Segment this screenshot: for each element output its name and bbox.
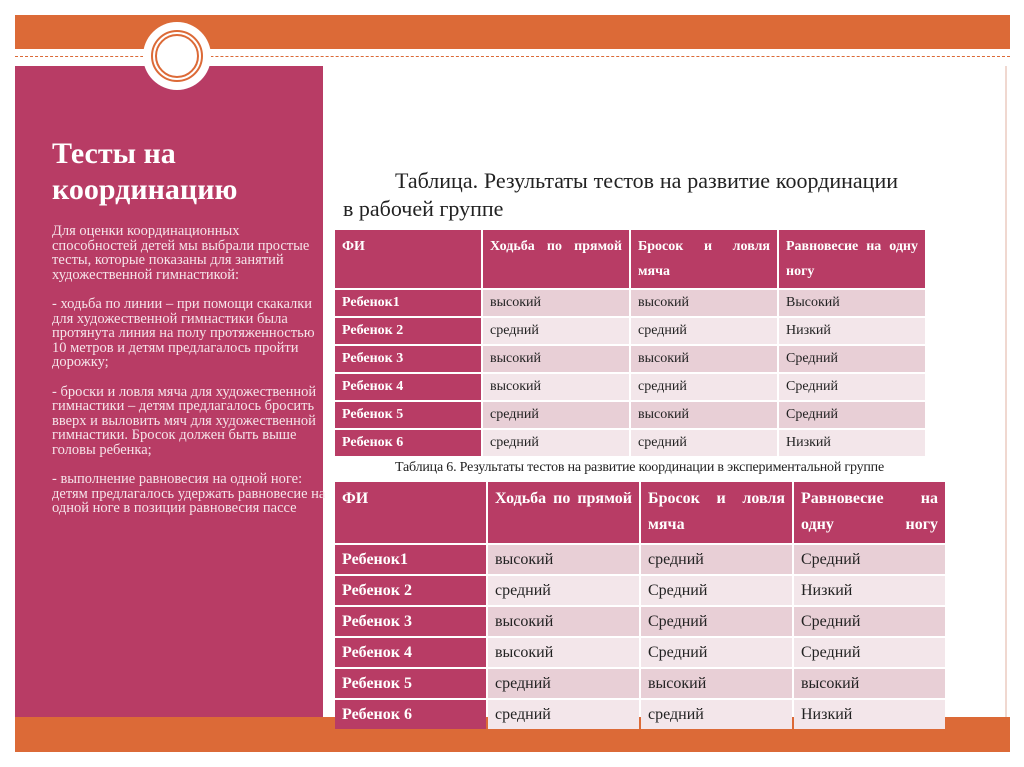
paragraph: - выполнение равновесия на одной ноге: детям предлагалось удержать равновесие на одной ноге в позиции равновесия пассе <box>52 471 326 517</box>
result-cell: Низкий <box>794 576 945 605</box>
child-name-cell: Ребенок1 <box>335 545 486 574</box>
table-row <box>335 700 945 729</box>
result-cell: средний <box>488 576 639 605</box>
column-header: ФИ <box>335 230 481 288</box>
table-caption <box>343 167 898 223</box>
result-cell: средний <box>631 318 777 344</box>
table-row <box>335 402 925 428</box>
results-table-experimental-group <box>333 480 947 731</box>
result-cell: средний <box>641 545 792 574</box>
table-row <box>335 346 925 372</box>
child-name-cell: Ребенок 5 <box>335 669 486 698</box>
table-row <box>335 545 945 574</box>
circle-ornament-icon <box>143 22 211 90</box>
result-cell: Низкий <box>794 700 945 729</box>
result-cell: высокий <box>488 607 639 636</box>
result-cell: Высокий <box>779 290 925 316</box>
result-cell: высокий <box>488 638 639 667</box>
header-row <box>335 230 925 288</box>
paragraph: - броски и ловля мяча для художественной гимнастики – детям предлагалось бросить вверх и выловить мяч для художественной гимнастики. Бросок должен быть выше головы ребенка; <box>52 383 317 458</box>
result-cell: высокий <box>488 545 639 574</box>
result-cell: Средний <box>794 545 945 574</box>
table-caption-experimental: Таблица 6. Результаты тестов на развитие координации в экспериментальной группе <box>395 460 884 475</box>
header-row <box>335 482 945 543</box>
child-name-cell: Ребенок 6 <box>335 700 486 729</box>
table-row <box>335 374 925 400</box>
child-name-cell: Ребенок 3 <box>335 607 486 636</box>
result-cell: средний <box>631 430 777 456</box>
result-cell: средний <box>483 430 629 456</box>
table-row <box>335 430 925 456</box>
result-cell: Средний <box>779 374 925 400</box>
child-name-cell: Ребенок 4 <box>335 374 481 400</box>
result-cell: средний <box>483 318 629 344</box>
paragraph: - ходьба по линии – при помощи скакалки для художественной гимнастики была протянута линия на полу протяженностью 10 метров и детям предлагалось пройти дорожку; <box>52 295 315 371</box>
slide-title: Тесты на координацию <box>52 137 238 206</box>
result-cell: Средний <box>641 576 792 605</box>
column-header: Ходьба по прямой <box>483 230 629 288</box>
result-cell: средний <box>631 374 777 400</box>
result-cell: Средний <box>779 402 925 428</box>
column-header: Бросок и ловля мяча <box>641 482 792 543</box>
result-cell: средний <box>483 402 629 428</box>
result-cell: высокий <box>483 290 629 316</box>
column-header: Равновесие на одну ногу <box>779 230 925 288</box>
result-cell: Средний <box>641 638 792 667</box>
result-cell: высокий <box>641 669 792 698</box>
table-row <box>335 576 945 605</box>
results-table-work-group <box>333 228 927 458</box>
result-cell: Низкий <box>779 430 925 456</box>
table-row <box>335 607 945 636</box>
result-cell: Средний <box>794 638 945 667</box>
result-cell: высокий <box>631 290 777 316</box>
paragraph: Для оценки координационных способностей детей мы выбрали простые тесты, которые показаны для занятий художественной гимнастикой: <box>52 223 310 283</box>
table-row <box>335 669 945 698</box>
child-name-cell: Ребенок 2 <box>335 318 481 344</box>
child-name-cell: Ребенок 2 <box>335 576 486 605</box>
result-cell: высокий <box>483 346 629 372</box>
result-cell: высокий <box>794 669 945 698</box>
result-cell: высокий <box>483 374 629 400</box>
child-name-cell: Ребенок 4 <box>335 638 486 667</box>
result-cell: средний <box>641 700 792 729</box>
result-cell: Средний <box>641 607 792 636</box>
result-cell: высокий <box>631 402 777 428</box>
result-cell: Средний <box>779 346 925 372</box>
caption-text: Таблица. Результаты тестов на развитие координации в рабочей группе <box>343 168 898 221</box>
child-name-cell: Ребенок1 <box>335 290 481 316</box>
column-header: ФИ <box>335 482 486 543</box>
sidebar-panel <box>15 66 326 717</box>
table-row <box>335 318 925 344</box>
table-row <box>335 290 925 316</box>
sidebar-text <box>52 224 327 530</box>
result-cell: средний <box>488 669 639 698</box>
child-name-cell: Ребенок 5 <box>335 402 481 428</box>
result-cell: Средний <box>794 607 945 636</box>
column-header: Бросок и ловля мяча <box>631 230 777 288</box>
result-cell: средний <box>488 700 639 729</box>
child-name-cell: Ребенок 6 <box>335 430 481 456</box>
result-cell: высокий <box>631 346 777 372</box>
table-row <box>335 638 945 667</box>
result-cell: Низкий <box>779 318 925 344</box>
column-header: Ходьба по прямой <box>488 482 639 543</box>
column-header: Равновесие на одну ногу <box>794 482 945 543</box>
child-name-cell: Ребенок 3 <box>335 346 481 372</box>
